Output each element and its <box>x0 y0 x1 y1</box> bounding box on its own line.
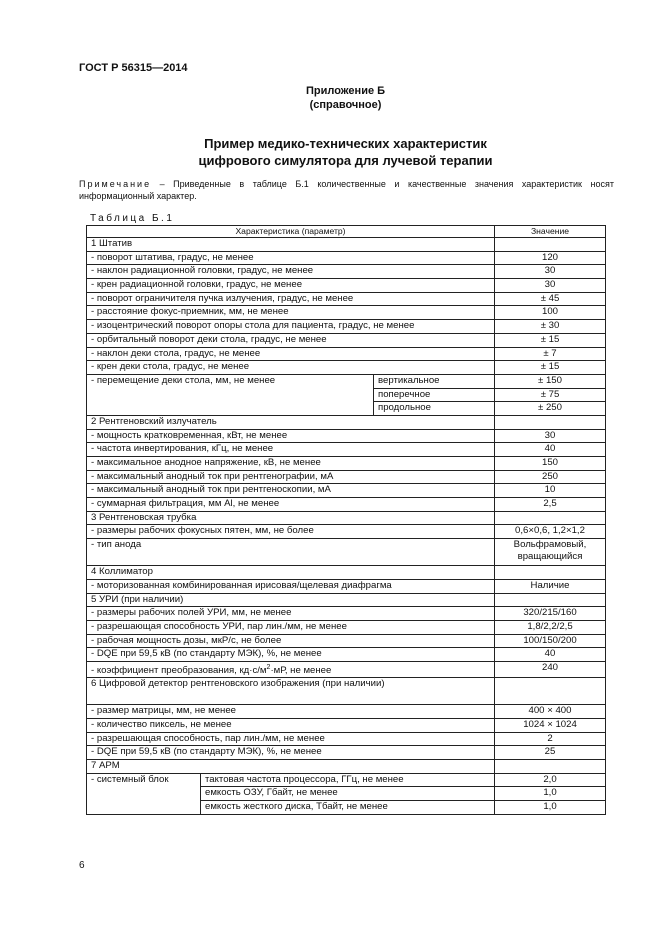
table-row <box>87 607 606 621</box>
param-value: 10 <box>495 484 606 498</box>
param-label <box>87 661 495 677</box>
table-row <box>87 457 606 471</box>
param-label-part: ·мР, не менее <box>270 665 332 677</box>
table-row <box>87 333 606 347</box>
table-row <box>87 470 606 484</box>
section-title: 2 Рентгеновский излучатель <box>87 415 495 429</box>
table-row <box>87 718 606 732</box>
table-row <box>87 620 606 634</box>
table-row <box>87 661 606 677</box>
param-label: - максимальный анодный ток при рентгеноскопии, мА <box>87 484 495 498</box>
table-row <box>87 251 606 265</box>
param-label: - размер матрицы, мм, не менее <box>87 705 495 719</box>
param-label: - мощность кратковременная, кВт, не менее <box>87 429 495 443</box>
param-label: - расстояние фокус-приемник, мм, не менее <box>87 306 495 320</box>
section-title: 3 Рентгеновская трубка <box>87 511 495 525</box>
table-row <box>87 374 606 388</box>
param-value: 0,6×0,6, 1,2×1,2 <box>495 525 606 539</box>
spec-table <box>86 225 606 815</box>
title-line-2: цифрового симулятора для лучевой терапии <box>198 153 493 168</box>
param-label: - моторизованная комбинированная ирисовая/щелевая диафрагма <box>87 579 495 593</box>
param-label: - рабочая мощность дозы, мкР/с, не более <box>87 634 495 648</box>
param-value: 30 <box>495 429 606 443</box>
param-value: 150 <box>495 457 606 471</box>
param-value: 100/150/200 <box>495 634 606 648</box>
param-label: - размеры рабочих полей УРИ, мм, не менее <box>87 607 495 621</box>
col-header-value: Значение <box>495 226 606 238</box>
param-value: 400 × 400 <box>495 705 606 719</box>
sub-param-label: тактовая частота процессора, ГГц, не менее <box>201 773 495 787</box>
param-label: - суммарная фильтрация, мм Al, не менее <box>87 498 495 512</box>
section-value-empty <box>495 593 606 607</box>
table-row <box>87 579 606 593</box>
title-line-1: Пример медико-технических характеристик <box>204 136 487 151</box>
section-title: 6 Цифровой детектор рентгеновского изображения (при наличии) <box>87 678 495 705</box>
section-row <box>87 759 606 773</box>
section-value-empty <box>495 415 606 429</box>
section-row <box>87 511 606 525</box>
appendix-subtitle: (справочное) <box>309 99 382 111</box>
param-value: 25 <box>495 746 606 760</box>
param-label: - системный блок <box>87 773 201 814</box>
param-label: - тип анода <box>87 539 495 566</box>
param-value: ± 15 <box>495 333 606 347</box>
appendix-heading <box>0 84 661 112</box>
note-text: – Приведенные в таблице Б.1 количественные и качественные значения характеристик носят информационный характер. <box>79 179 614 201</box>
param-label: - количество пиксель, не менее <box>87 718 495 732</box>
param-label: - крен деки стола, градус, не менее <box>87 361 495 375</box>
sub-param-label: продольное <box>374 402 495 416</box>
table-caption: Таблица Б.1 <box>90 213 175 224</box>
table-row <box>87 705 606 719</box>
table-header-row <box>87 226 606 238</box>
section-value-empty <box>495 678 606 705</box>
section-row <box>87 238 606 252</box>
param-label: - DQE при 59,5 кВ (по стандарту МЭК), %, не менее <box>87 648 495 662</box>
param-label: - DQE при 59,5 кВ (по стандарту МЭК), %, не менее <box>87 746 495 760</box>
table-row <box>87 320 606 334</box>
param-label: - максимальное анодное напряжение, кВ, не менее <box>87 457 495 471</box>
param-label: - крен радиационной головки, градус, не менее <box>87 279 495 293</box>
param-value: 1,0 <box>495 800 606 814</box>
param-value: ± 150 <box>495 374 606 388</box>
note-lead: Примечание <box>79 179 152 189</box>
table-row <box>87 746 606 760</box>
param-label: - максимальный анодный ток при рентгенографии, мА <box>87 470 495 484</box>
appendix-title: Приложение Б <box>305 85 386 97</box>
param-value: 320/215/160 <box>495 607 606 621</box>
table-row <box>87 265 606 279</box>
section-value-empty <box>495 238 606 252</box>
param-value: 1,8/2,2/2,5 <box>495 620 606 634</box>
param-label: - разрешающая способность, пар лин./мм, не менее <box>87 732 495 746</box>
section-row <box>87 566 606 580</box>
param-value: 1,0 <box>495 787 606 801</box>
section-row <box>87 678 606 705</box>
sub-param-label: поперечное <box>374 388 495 402</box>
param-value: ± 15 <box>495 361 606 375</box>
param-label-part: - коэффициент преобразования, кд·с/м <box>91 665 267 677</box>
section-title: 1 Штатив <box>87 238 495 252</box>
table-row <box>87 347 606 361</box>
param-value: 240 <box>495 661 606 677</box>
param-value: 1024 × 1024 <box>495 718 606 732</box>
param-value: 100 <box>495 306 606 320</box>
table-row <box>87 634 606 648</box>
col-header-param: Характеристика (параметр) <box>87 226 495 238</box>
param-label: - поворот ограничителя пучка излучения, градус, не менее <box>87 292 495 306</box>
section-value-empty <box>495 511 606 525</box>
table-row <box>87 484 606 498</box>
param-label: - наклон радиационной головки, градус, не менее <box>87 265 495 279</box>
param-value: 120 <box>495 251 606 265</box>
param-label: - разрешающая способность УРИ, пар лин./мм, не менее <box>87 620 495 634</box>
param-value: 2,0 <box>495 773 606 787</box>
section-title: 5 УРИ (при наличии) <box>87 593 495 607</box>
page-number: 6 <box>79 860 85 871</box>
param-value: 30 <box>495 265 606 279</box>
section-value-empty <box>495 759 606 773</box>
table-row <box>87 361 606 375</box>
table-row <box>87 732 606 746</box>
page-header: ГОСТ Р 56315—2014 <box>79 62 188 74</box>
sub-param-label: емкость жесткого диска, Тбайт, не менее <box>201 800 495 814</box>
param-value: ± 250 <box>495 402 606 416</box>
section-value-empty <box>495 566 606 580</box>
note-paragraph <box>79 178 614 202</box>
sub-param-label: вертикальное <box>374 374 495 388</box>
param-label: - орбитальный поворот деки стола, градус, не менее <box>87 333 495 347</box>
table-row <box>87 648 606 662</box>
param-label: - частота инвертирования, кГц, не менее <box>87 443 495 457</box>
param-label: - перемещение деки стола, мм, не менее <box>87 374 374 415</box>
param-value: 40 <box>495 648 606 662</box>
param-label: - поворот штатива, градус, не менее <box>87 251 495 265</box>
table-row <box>87 443 606 457</box>
param-label: - изоцентрический поворот опоры стола для пациента, градус, не менее <box>87 320 495 334</box>
param-value: ± 75 <box>495 388 606 402</box>
param-value: 2 <box>495 732 606 746</box>
document-title <box>0 135 661 169</box>
sub-param-label: емкость ОЗУ, Гбайт, не менее <box>201 787 495 801</box>
param-label: - наклон деки стола, градус, не менее <box>87 347 495 361</box>
table-row <box>87 292 606 306</box>
table-row <box>87 429 606 443</box>
table-row <box>87 773 606 787</box>
table-row <box>87 279 606 293</box>
param-label: - размеры рабочих фокусных пятен, мм, не более <box>87 525 495 539</box>
param-value: 2,5 <box>495 498 606 512</box>
table-row <box>87 539 606 566</box>
param-value: ± 30 <box>495 320 606 334</box>
section-row <box>87 593 606 607</box>
section-row <box>87 415 606 429</box>
param-value: ± 7 <box>495 347 606 361</box>
param-value: ± 45 <box>495 292 606 306</box>
param-value: Вольфрамовый, вращающийся <box>495 539 606 566</box>
param-value: 30 <box>495 279 606 293</box>
table-row <box>87 306 606 320</box>
table-row <box>87 498 606 512</box>
section-title: 7 АРМ <box>87 759 495 773</box>
param-value: 40 <box>495 443 606 457</box>
section-title: 4 Коллиматор <box>87 566 495 580</box>
param-value: 250 <box>495 470 606 484</box>
table-row <box>87 525 606 539</box>
param-label-superscript: 2 <box>266 663 271 671</box>
param-value: Наличие <box>495 579 606 593</box>
